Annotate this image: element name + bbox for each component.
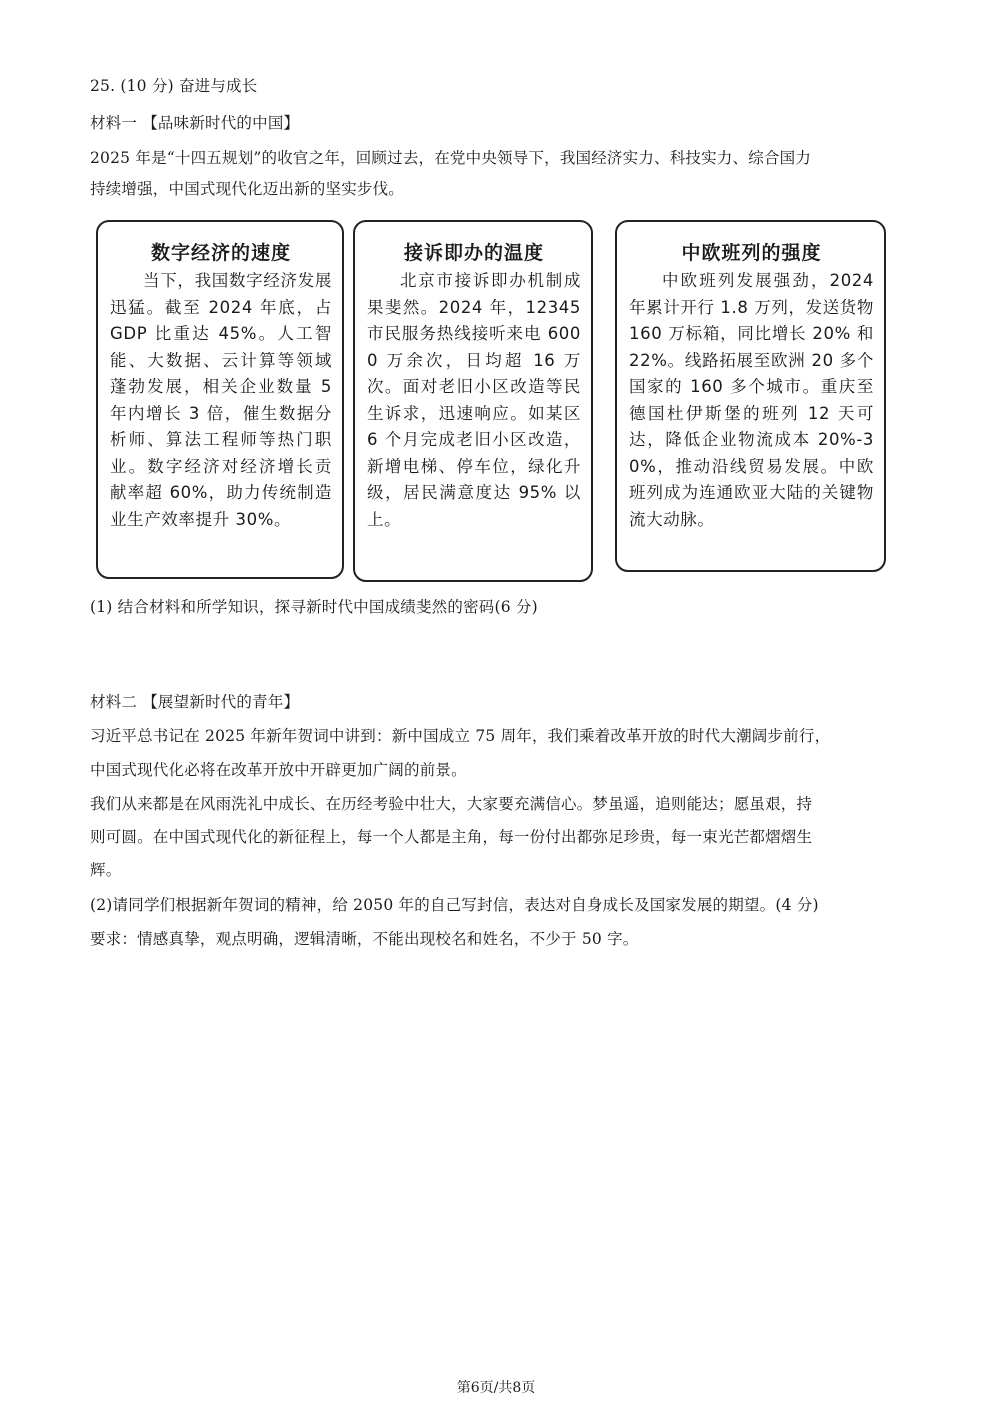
- question-title: 25. (10 分) 奋进与成长: [90, 77, 258, 95]
- info-cards: [96, 220, 896, 582]
- card-body: 北京市接诉即办机制成果斐然。2024 年，12345 市民服务热线接听来电 6000 万余次，日均超 16 万次。面对老旧小区改造等民生诉求，迅速响应。如某区 6 个月完成老旧小区改造，新增电梯、停车位，绿化升级，居民满意度达 95% 以上。: [367, 271, 581, 529]
- card-title: 中欧班列的强度: [681, 242, 822, 264]
- material1-intro-line2: 持续增强，中国式现代化迈出新的坚实步伐。: [90, 180, 405, 198]
- page-number: 第6页/共8页: [456, 1380, 536, 1396]
- card-china-europe-railway: [615, 220, 886, 572]
- card-hotline: [353, 220, 593, 582]
- card-title: 接诉即办的温度: [403, 242, 544, 264]
- material2-heading: 材料二 【展望新时代的青年】: [90, 693, 300, 711]
- question-2: (2)请同学们根据新年贺词的精神，给 2050 年的自己写封信，表达对自身成长及国家发展的期望。(4 分): [90, 896, 819, 914]
- card-body: 中欧班列发展强劲，2024 年累计开行 1.8 万列，发送货物 160 万标箱，同比增长 20% 和 22%。线路拓展至欧洲 20 多个国家的 160 多个城市。重庆至德国杜伊斯堡的班列 12 天可达，降低企业物流成本 20%-30%，推动沿线贸易发展。中欧班列成为连通欧亚大陆的关键物流大动脉。: [629, 271, 874, 529]
- material2-p2-line3: 辉。: [90, 861, 122, 879]
- question-1: (1) 结合材料和所学知识，探寻新时代中国成绩斐然的密码(6 分): [90, 598, 538, 616]
- question-2-requirement: 要求：情感真挚，观点明确，逻辑清晰，不能出现校名和姓名，不少于 50 字。: [90, 930, 639, 948]
- material2-p1-line1: 习近平总书记在 2025 年新年贺词中讲到：新中国成立 75 周年，我们乘着改革开放的时代大潮阔步前行，: [90, 727, 831, 745]
- card-digital-economy: [96, 220, 344, 579]
- material2-p2-line1: 我们从来都是在风雨洗礼中成长、在历经考验中壮大，大家要充满信心。梦虽遥，追则能达；愿虽艰，持: [90, 795, 813, 813]
- material2-p2-line2: 则可圆。在中国式现代化的新征程上，每一个人都是主角，每一份付出都弥足珍贵，每一束光芒都熠熠生: [90, 828, 813, 846]
- card-body: 当下，我国数字经济发展迅猛。截至 2024 年底，占 GDP 比重达 45%。人工智能、大数据、云计算等领域蓬勃发展，相关企业数量 5 年内增长 3 倍，催生数据分析师、算法工程师等热门职业。数字经济对经济增长贡献率超 60%，助力传统制造业生产效率提升 30%。: [110, 271, 332, 529]
- material1-intro-line1: 2025 年是“十四五规划”的收官之年，回顾过去，在党中央领导下，我国经济实力、科技实力、综合国力: [90, 149, 812, 167]
- material1-heading: 材料一 【品味新时代的中国】: [90, 114, 300, 132]
- card-title: 数字经济的速度: [150, 242, 291, 264]
- material2-p1-line2: 中国式现代化必将在改革开放中开辟更加广阔的前景。: [90, 761, 467, 779]
